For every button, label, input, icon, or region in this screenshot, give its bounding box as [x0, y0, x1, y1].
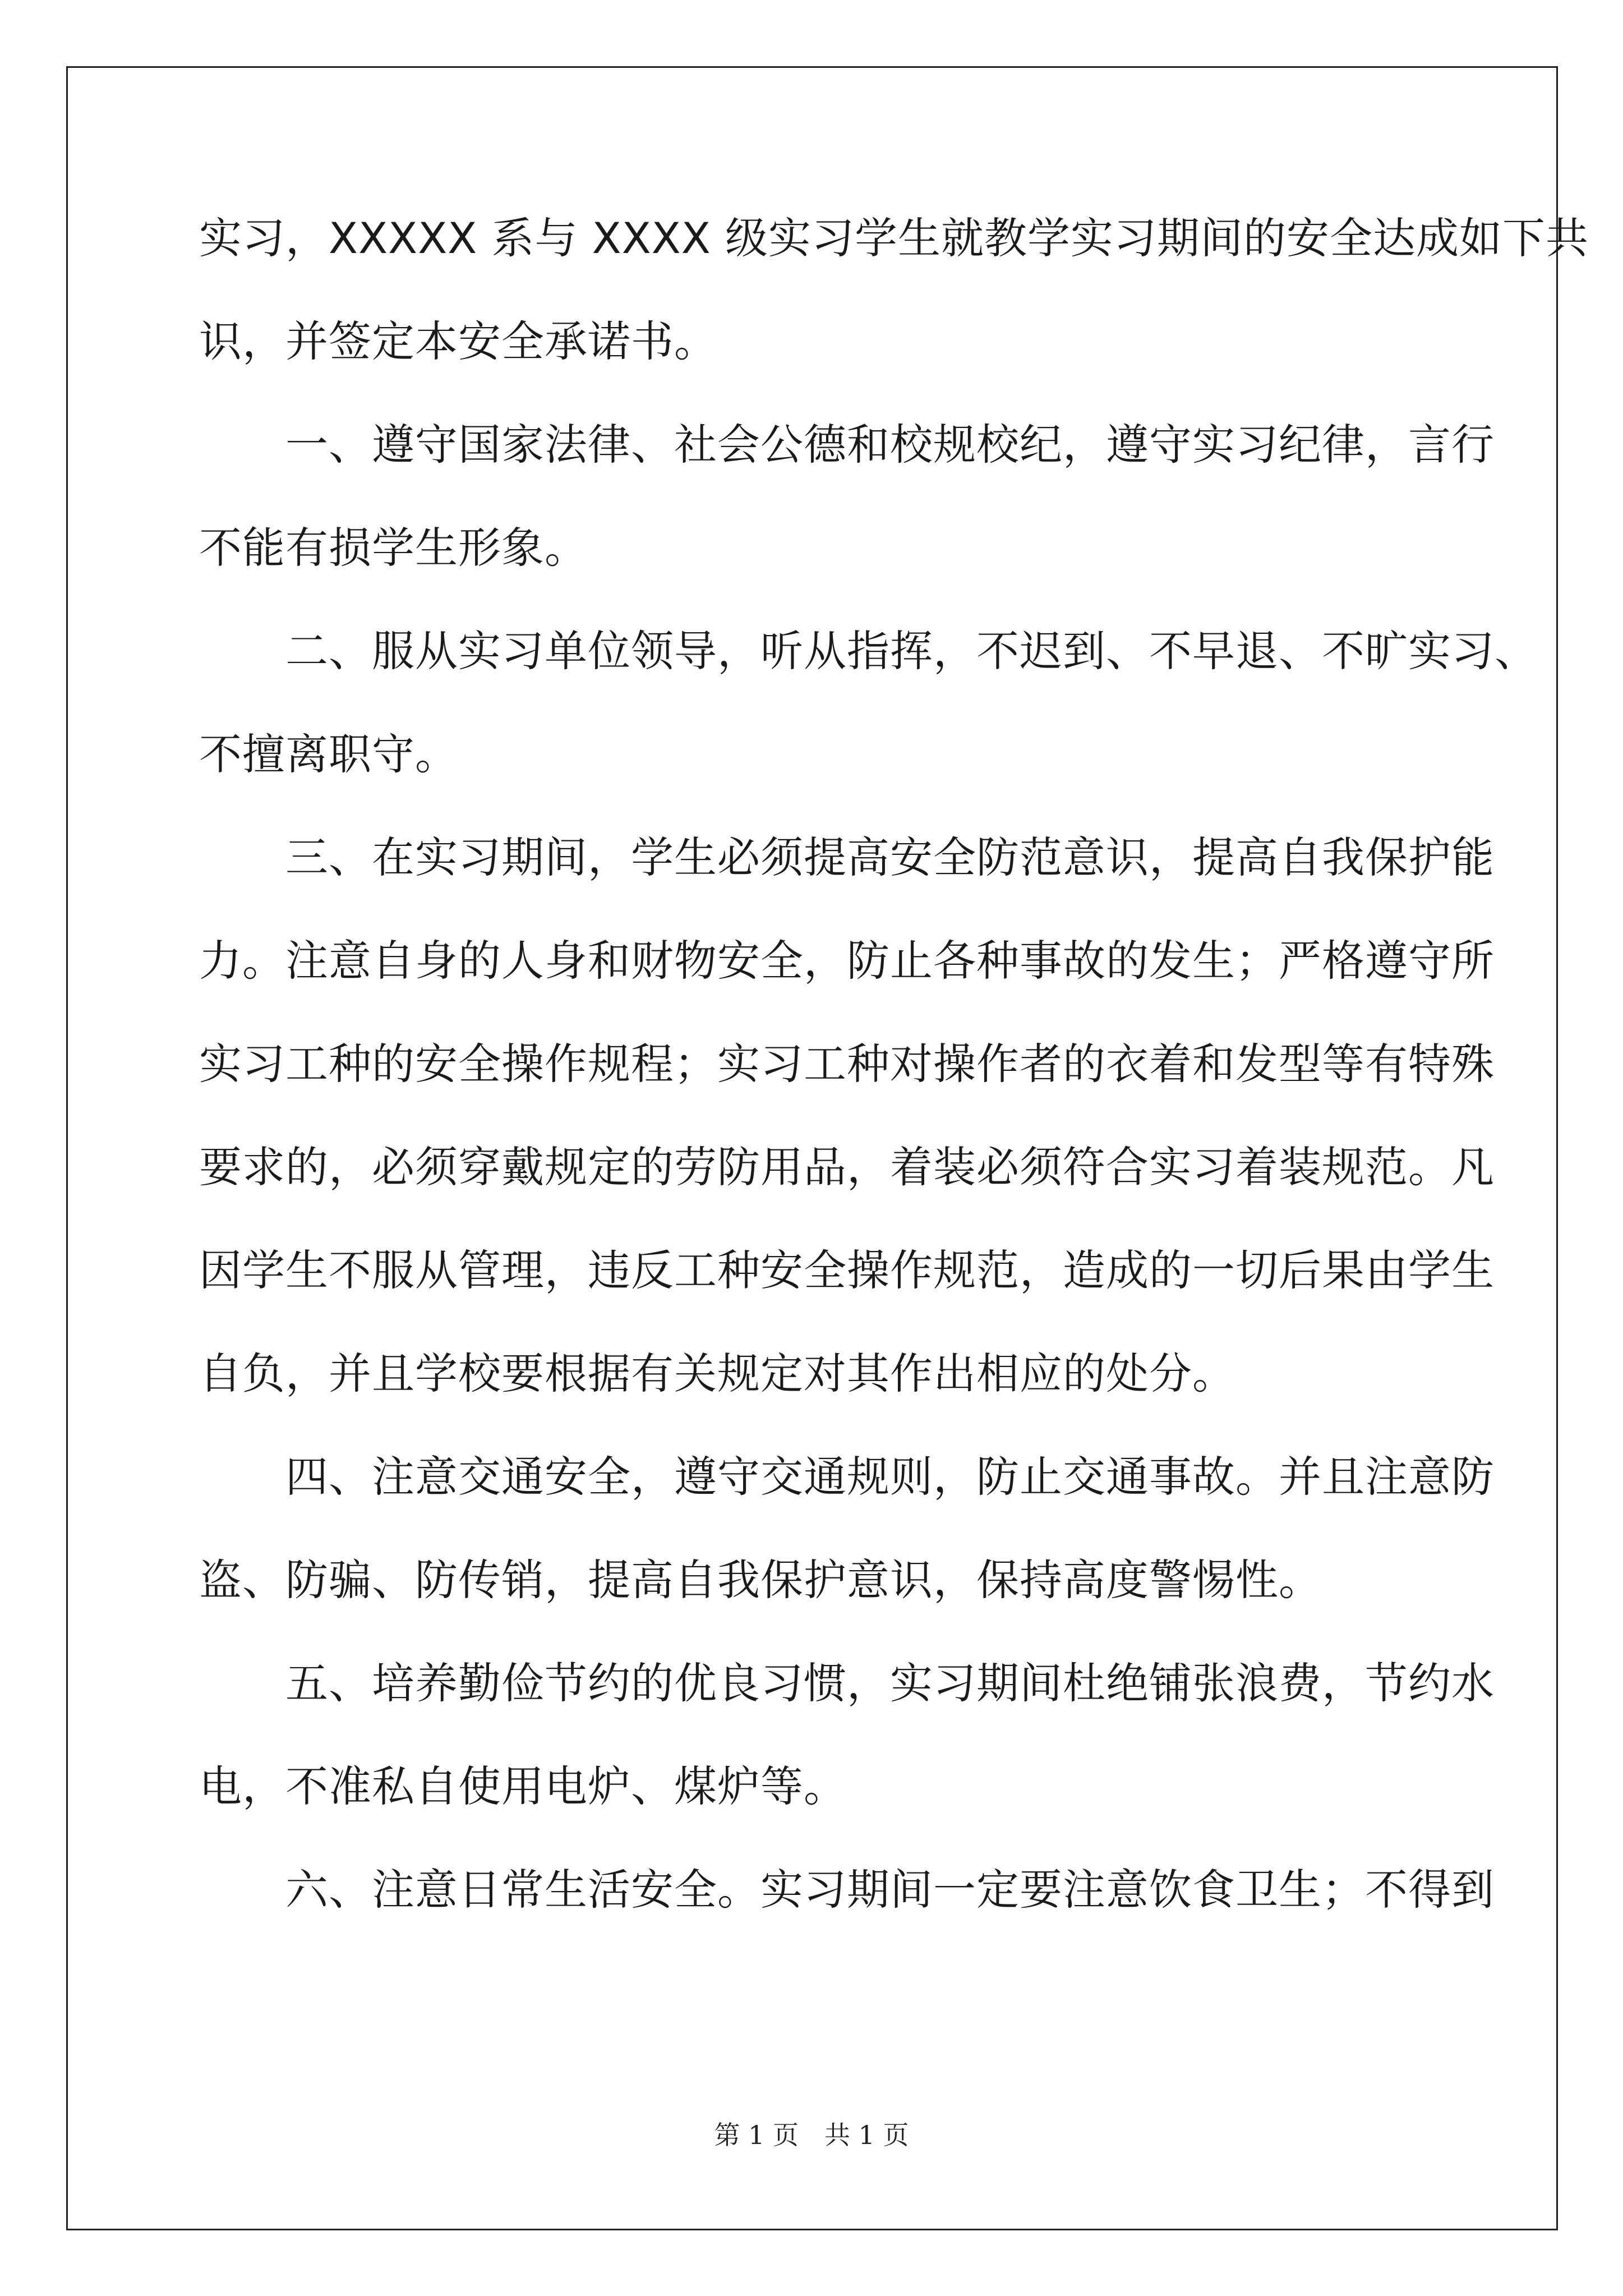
text-line: 不擅离职守。 — [199, 729, 458, 779]
text-line: 三、在实习期间，学生必须提高安全防范意识，提高自我保护能 — [199, 832, 1495, 882]
text-line: 力。注意自身的人身和财物安全，防止各种事故的发生；严格遵守所 — [199, 936, 1495, 986]
text-line: 识，并签定本安全承诺书。 — [199, 316, 717, 366]
text-line: 因学生不服从管理，违反工种安全操作规范，造成的一切后果由学生 — [199, 1245, 1495, 1295]
page-footer: 第 1 页 共 1 页 — [714, 2120, 909, 2150]
text-line: 二、服从实习单位领导，听从指挥，不迟到、不早退、不旷实习、 — [199, 626, 1538, 676]
text-line: 四、注意交通安全，遵守交通规则，防止交通事故。并且注意防 — [199, 1452, 1495, 1502]
document-body — [199, 213, 1589, 1968]
text-line: 电，不准私自使用电炉、煤炉等。 — [199, 1761, 847, 1811]
text-line: 自负，并且学校要根据有关规定对其作出相应的处分。 — [199, 1349, 1235, 1398]
text-line: 一、遵守国家法律、社会公德和校规校纪，遵守实习纪律，言行 — [199, 420, 1495, 470]
text-line: 要求的，必须穿戴规定的劳防用品，着装必须符合实习着装规范。凡 — [199, 1142, 1495, 1192]
text-line: 实习，XXXXX 系与 XXXX 级实习学生就教学实习期间的安全达成如下共 — [199, 213, 1589, 263]
text-line: 盗、防骗、防传销，提高自我保护意识，保持高度警惕性。 — [199, 1555, 1322, 1605]
text-line: 不能有损学生形象。 — [199, 523, 588, 573]
text-line: 六、注意日常生活安全。实习期间一定要注意饮食卫生；不得到 — [199, 1865, 1495, 1915]
text-line: 五、培养勤俭节约的优良习惯，实习期间杜绝铺张浪费，节约水 — [199, 1658, 1495, 1708]
text-line: 实习工种的安全操作规程；实习工种对操作者的衣着和发型等有特殊 — [199, 1039, 1495, 1089]
